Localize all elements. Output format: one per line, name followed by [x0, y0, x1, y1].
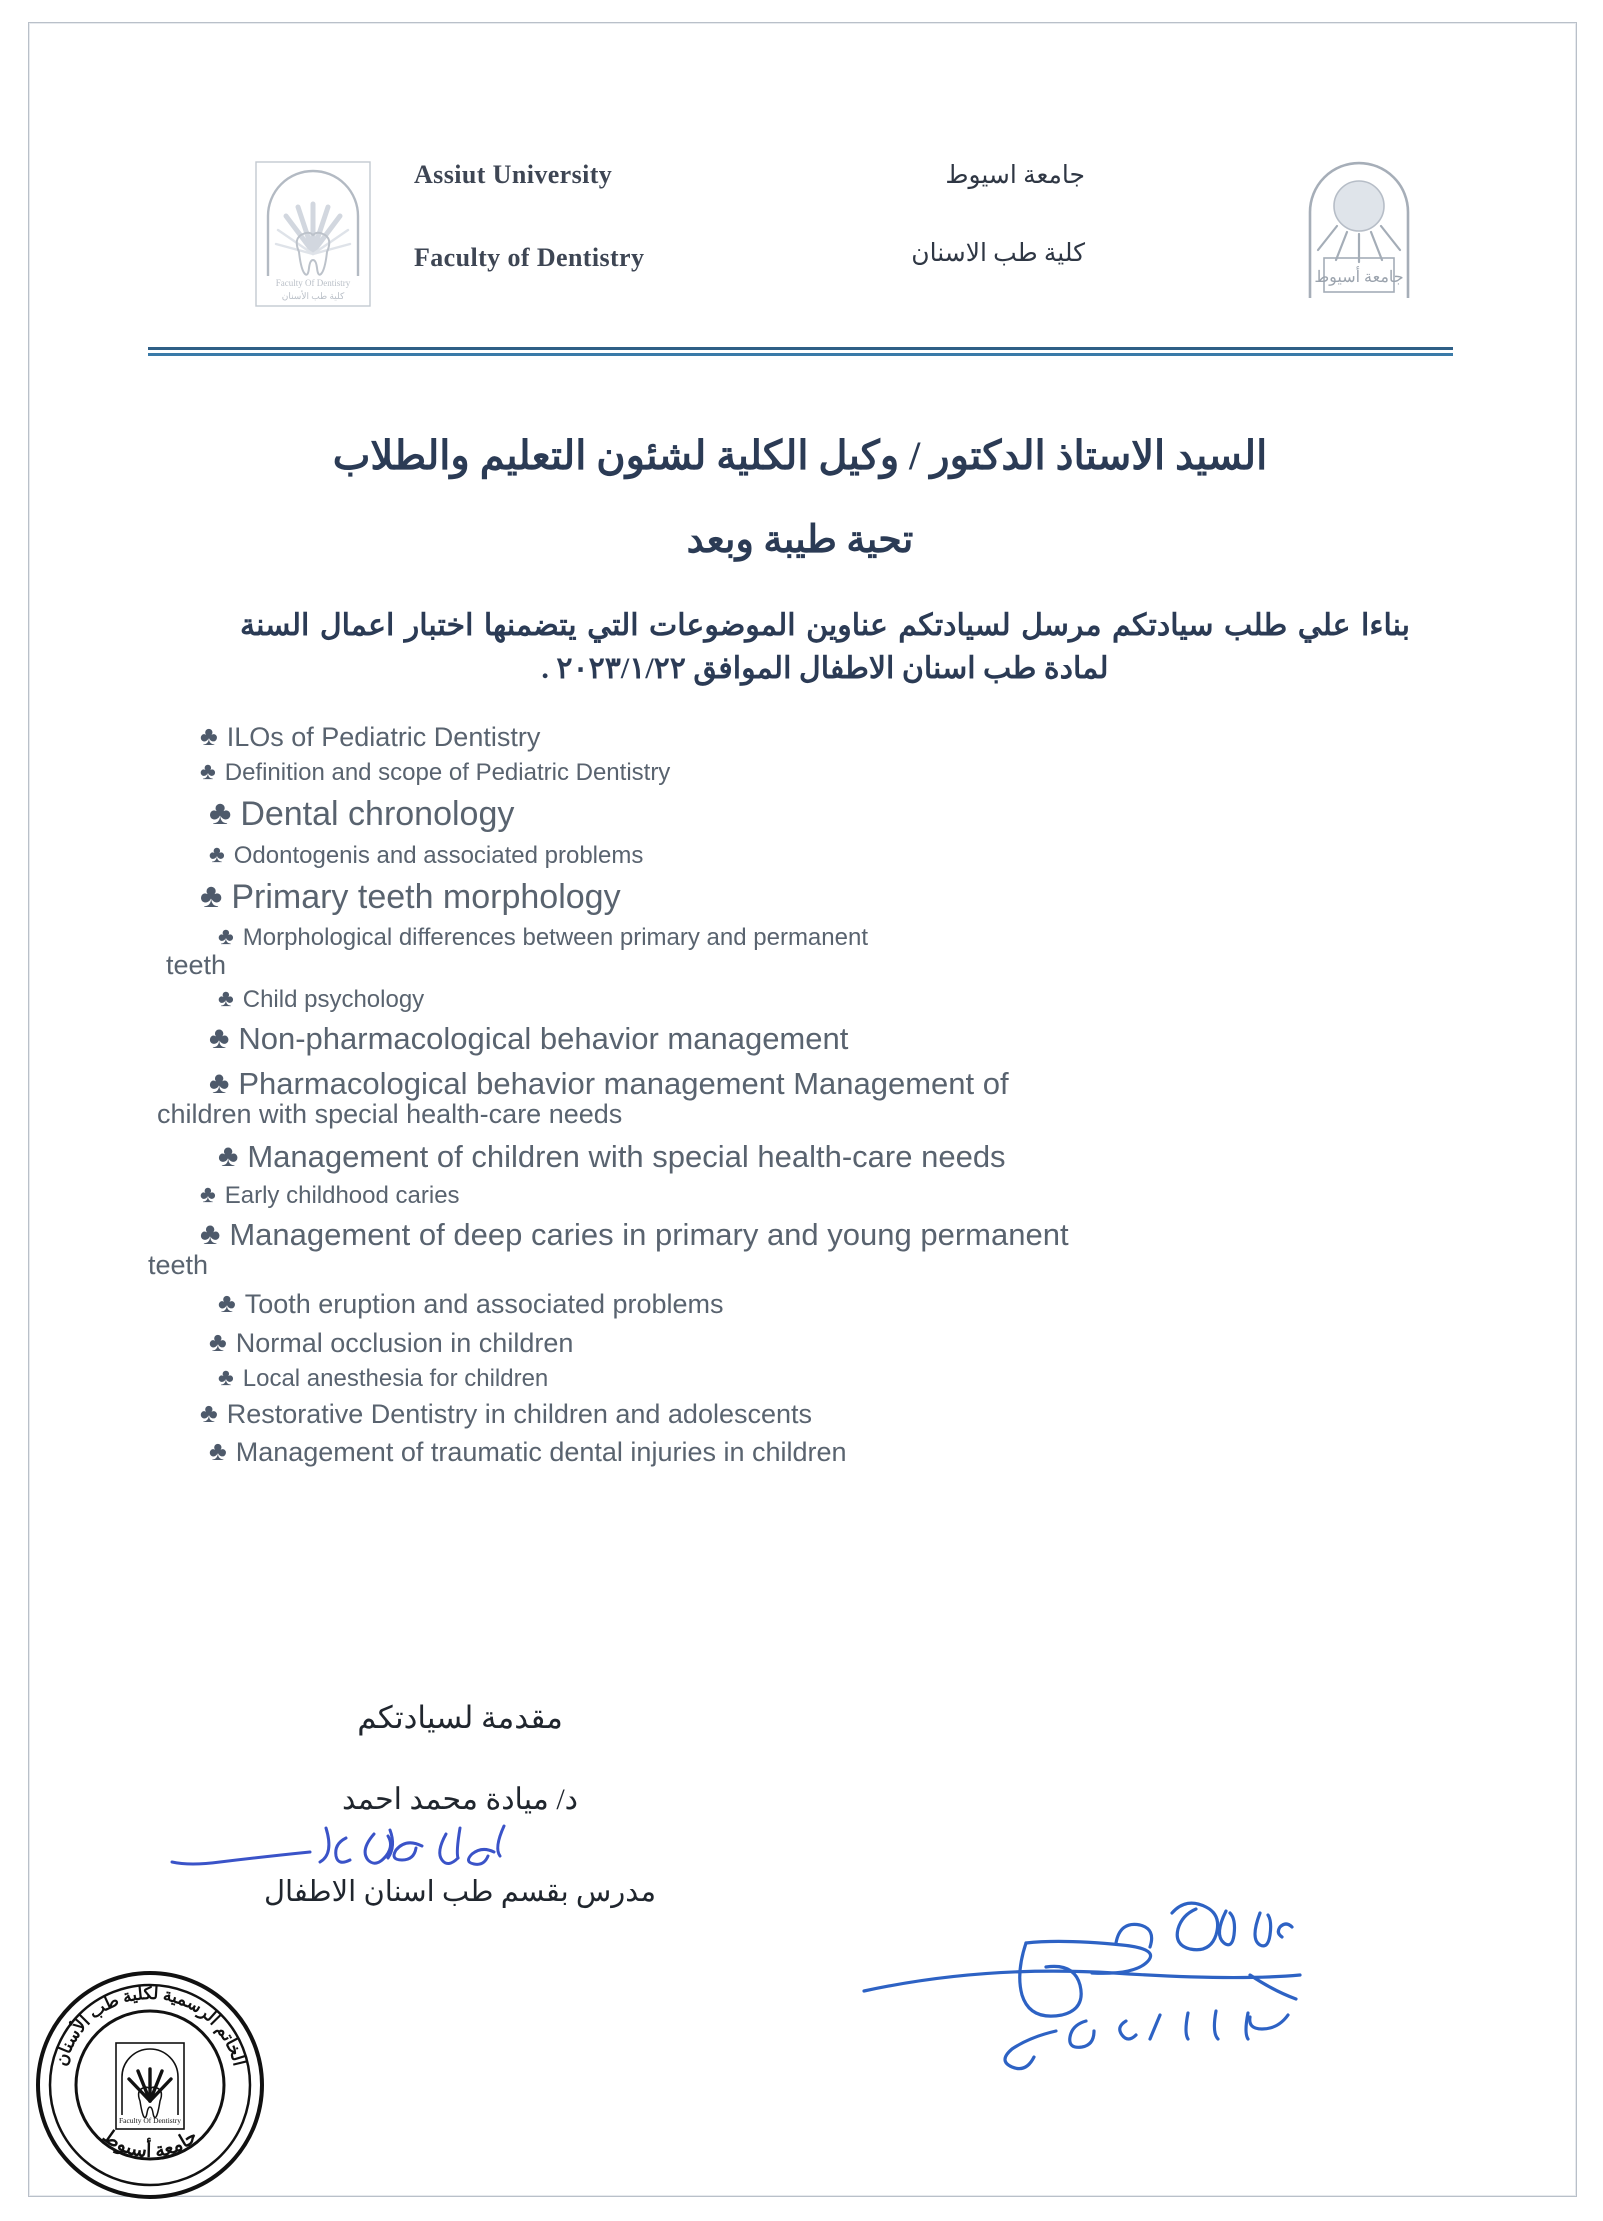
topic-item: [200, 1179, 1300, 1212]
topic-list: [148, 718, 1300, 1471]
club-bullet-icon: ♣: [209, 794, 232, 833]
topic-item-label: Management of deep caries in primary and young permanent: [229, 1216, 1069, 1252]
club-bullet-icon: ♣: [200, 1215, 221, 1251]
seal-bottom-text: جامعة أسيوط: [98, 2125, 202, 2163]
club-bullet-icon: ♣: [209, 1435, 227, 1466]
topic-item: [218, 1134, 1300, 1178]
topic-item-label: Management of traumatic dental injuries in children: [235, 1436, 847, 1467]
topic-item: [218, 1285, 1300, 1323]
topic-item: [209, 1433, 1300, 1471]
left-logo-caption-en: Faculty Of Dentistry: [275, 278, 351, 288]
topic-item: [200, 872, 1300, 922]
topic-item: [209, 789, 1300, 839]
topic-item-label: Early childhood caries: [224, 1181, 460, 1209]
svg-text:جامعة أسيوط: [98, 2126, 201, 2163]
header-faculty-ar: كلية طب الاسنان: [911, 240, 1085, 267]
topic-item: [209, 1016, 1300, 1060]
topic-item-label: Tooth eruption and associated problems: [244, 1289, 724, 1320]
topic-item-label: Management of children with special health-care needs: [247, 1139, 1006, 1175]
left-logo-caption-ar: كلية طب الأسنان: [281, 291, 345, 301]
right-logo-caption-ar: جامعة أسيوط: [1314, 269, 1404, 286]
topic-item-wrap-line: teeth: [166, 950, 227, 981]
topic-item: [166, 921, 1300, 983]
club-bullet-icon: ♣: [200, 721, 218, 751]
greeting-line: تحية طيبة وبعد: [686, 519, 914, 561]
topic-item-label: Morphological differences between primary and permanent: [242, 924, 868, 952]
club-bullet-icon: ♣: [218, 1363, 234, 1391]
assiut-university-emblem-icon: [1300, 150, 1418, 300]
intro-paragraph: بناءا علي طلب سيادتكم مرسل لسيادتكم عناوين الموضوعات التي يتضمنها اختبار اعمال السنة لمادة طب اسنان الاطفال الموافق ٢٠٢٣/١/٢٢ .: [240, 609, 1410, 685]
topic-item: [218, 1362, 1300, 1395]
signer-role: مدرس بقسم طب اسنان الاطفال: [263, 1876, 657, 1908]
topic-item: [157, 1061, 1300, 1135]
club-bullet-icon: ♣: [218, 1288, 236, 1319]
header-faculty-en: Faculty of Dentistry: [414, 243, 645, 272]
topic-item: [148, 1212, 1300, 1286]
topic-item: [209, 1324, 1300, 1362]
topic-item-label: Definition and scope of Pediatric Dentistry: [224, 759, 671, 787]
club-bullet-icon: ♣: [209, 1326, 227, 1357]
club-bullet-icon: ♣: [218, 985, 234, 1013]
seal-inner-en: Faculty Of Dentistry: [118, 2116, 182, 2125]
club-bullet-icon: ♣: [200, 1397, 218, 1428]
topic-item: [200, 1395, 1300, 1433]
presented-to-label: مقدمة لسيادتكم: [357, 1700, 563, 1735]
topic-item-label: Child psychology: [242, 986, 425, 1014]
topic-item-label: Restorative Dentistry in children and adolescents: [226, 1398, 813, 1429]
handwritten-signer-name: [160, 1812, 520, 1876]
club-bullet-icon: ♣: [200, 876, 223, 915]
topic-item-wrap-line: children with special health-care needs: [157, 1099, 623, 1130]
topic-item-label: ILOs of Pediatric Dentistry: [226, 722, 541, 752]
addressee-line: السيد الاستاذ الدكتور / وكيل الكلية لشئون التعليم والطلاب: [332, 433, 1268, 478]
header-divider-top: [148, 347, 1453, 350]
topic-item: [209, 839, 1300, 872]
club-bullet-icon: ♣: [209, 840, 225, 868]
club-bullet-icon: ♣: [218, 1138, 239, 1174]
topic-item-wrap-line: teeth: [148, 1250, 209, 1281]
topic-item-label: Odontogenis and associated problems: [233, 841, 644, 869]
topic-item-label: Pharmacological behavior management Management of: [238, 1065, 1009, 1101]
topic-item: [218, 983, 1300, 1016]
topic-item-label: Primary teeth morphology: [231, 877, 621, 916]
letterhead: [0, 0, 1603, 330]
topic-item: [200, 718, 1300, 756]
faculty-of-dentistry-emblem-icon: [254, 160, 372, 308]
topic-item-label: Dental chronology: [240, 795, 515, 834]
topic-item-label: Local anesthesia for children: [242, 1364, 549, 1392]
club-bullet-icon: ♣: [200, 1180, 216, 1208]
signer-name: د/ ميادة محمد احمد: [341, 1783, 579, 1816]
topic-item-label: Non-pharmacological behavior management: [238, 1021, 849, 1057]
header-divider-bottom: [148, 353, 1453, 356]
header-university-en: Assiut University: [414, 160, 613, 189]
approval-signature: [840, 1865, 1310, 2095]
club-bullet-icon: ♣: [209, 1020, 230, 1056]
official-seal: [30, 1965, 270, 2205]
club-bullet-icon: ♣: [209, 1064, 230, 1100]
club-bullet-icon: ♣: [218, 923, 234, 951]
seal-outer-text: الخاتم الرسمية لكلية طب الأسنان: [51, 1983, 249, 2068]
topic-item-label: Normal occlusion in children: [235, 1327, 574, 1358]
header-university-ar: جامعة اسيوط: [945, 162, 1085, 189]
topic-item: [200, 756, 1300, 789]
club-bullet-icon: ♣: [200, 758, 216, 786]
